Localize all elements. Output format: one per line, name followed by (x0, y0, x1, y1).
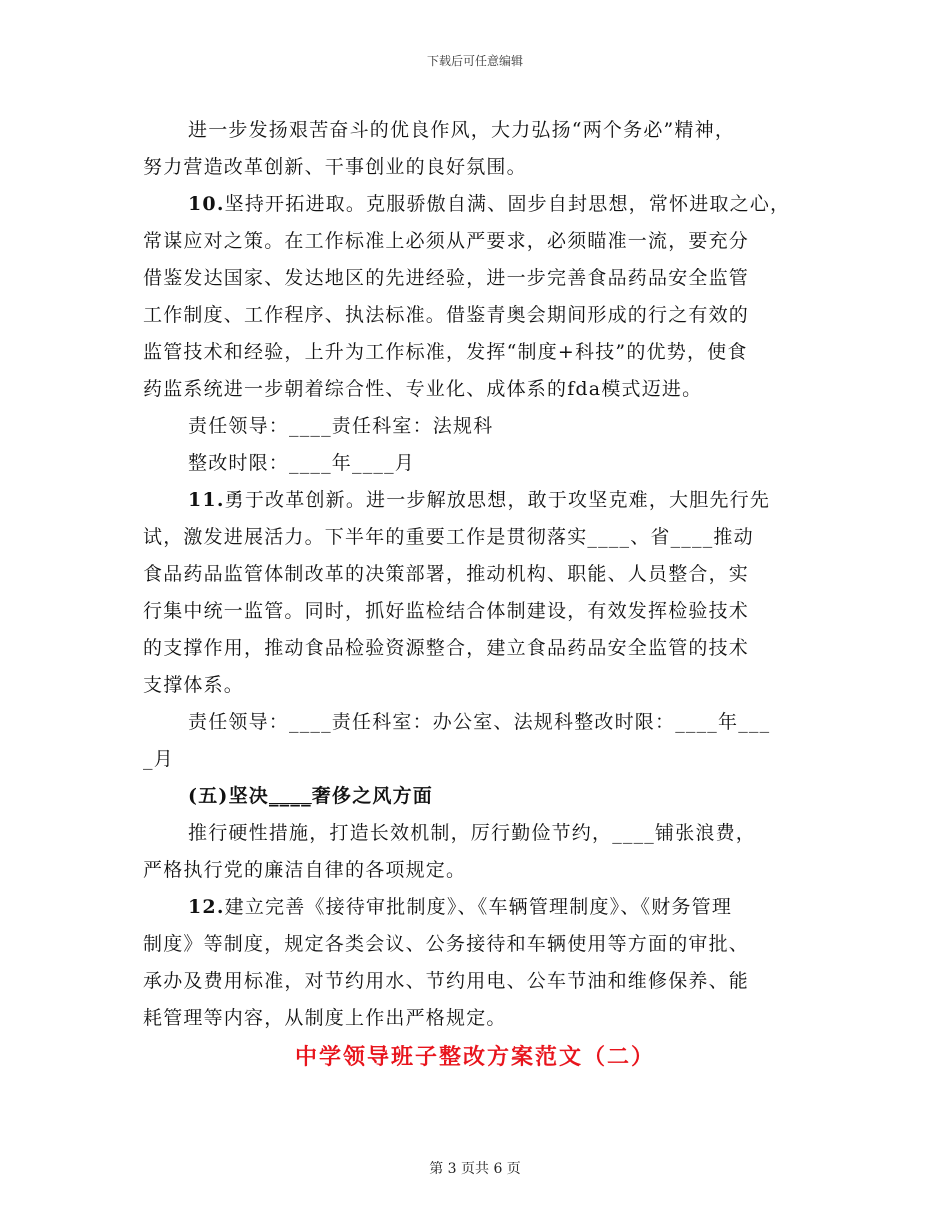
line-text: 行集中统一监管。同时，抓好监检结合体制建设，有效发挥检验技术 (143, 600, 750, 622)
line-text: 勇于改革创新。进一步解放思想，敢于攻坚克难，大胆先行先 (224, 489, 771, 511)
item-number: 10. (188, 193, 225, 215)
line-text: 制度》等制度，规定各类会议、公务接待和车辆使用等方面的审批、 (143, 933, 750, 955)
text-line (143, 815, 823, 852)
text-line (143, 1000, 823, 1037)
line-text: 坚持开拓进取。克服骄傲自满、固步自封思想，常怀进取之心， (224, 193, 791, 215)
section-heading-prefix: (五)坚决 (188, 785, 269, 807)
line-text: 的支撑作用，推动食品检验资源整合，建立食品药品安全监管的技术 (143, 637, 750, 659)
item-number: 12. (188, 896, 225, 918)
line-text: 推行硬性措施，打造长效机制，厉行勤俭节约，____铺张浪费， (188, 822, 757, 844)
line-text: 工作制度、工作程序、执法标准。借鉴青奥会期间形成的行之有效的 (143, 304, 750, 326)
text-line (143, 445, 823, 482)
line-text: 责任领导：____责任科室：法规科 (188, 415, 494, 437)
line-text: 责任领导：____责任科室：办公室、法规科整改时限：____年___ (188, 711, 771, 733)
line-text: 严格执行党的廉洁自律的各项规定。 (143, 859, 467, 881)
text-line (143, 112, 823, 149)
line-text: 药监系统进一步朝着综合性、专业化、成体系的fda模式迈进。 (143, 378, 703, 400)
text-line (143, 149, 823, 186)
text-line (143, 519, 823, 556)
section-heading-blank: ____ (268, 785, 312, 807)
section-heading (143, 778, 823, 815)
line-text: 承办及费用标准，对节约用水、节约用电、公车节油和维修保养、能 (143, 970, 750, 992)
line-text: 进一步发扬艰苦奋斗的优良作风，大力弘扬“两个务必”精神， (188, 119, 736, 141)
line-text: 支撑体系。 (143, 674, 245, 696)
text-line (143, 408, 823, 445)
text-line (143, 630, 823, 667)
text-line (143, 667, 823, 704)
text-line (143, 593, 823, 630)
item-number: 11. (188, 489, 225, 511)
paragraph-block-1 (143, 112, 823, 778)
document-title: 中学领导班子整改方案范文（二） (294, 1044, 655, 1070)
text-line (143, 334, 823, 371)
text-line (143, 482, 823, 519)
text-line (143, 297, 823, 334)
page-footer: 第 3 页共 6 页 (429, 1161, 521, 1177)
line-text: 常谋应对之策。在工作标准上必须从严要求，必须瞄准一流，要充分 (143, 230, 750, 252)
line-text: 监管技术和经验，上升为工作标准，发挥“制度+科技”的优势，使食 (143, 341, 748, 363)
text-line (143, 741, 823, 778)
line-text: 借鉴发达国家、发达地区的先进经验，进一步完善食品药品安全监管 (143, 267, 750, 289)
line-text: 努力营造改革创新、干事创业的良好氛围。 (143, 156, 527, 178)
text-line (143, 963, 823, 1000)
document-body (143, 112, 823, 1037)
line-text: 试，激发进展活力。下半年的重要工作是贯彻落实____、省____推动 (143, 526, 754, 548)
text-line (143, 223, 823, 260)
line-text: 整改时限：____年____月 (188, 452, 416, 474)
text-line (143, 371, 823, 408)
text-line (143, 260, 823, 297)
text-line (143, 704, 823, 741)
line-text: 建立完善《接待审批制度》、《车辆管理制度》、《财务管理 (224, 896, 733, 918)
paragraph-block-2 (143, 815, 823, 1037)
line-text: 耗管理等内容，从制度上作出严格规定。 (143, 1007, 507, 1029)
page-header: 下载后可任意编辑 (426, 54, 523, 68)
text-line (143, 556, 823, 593)
section-heading-suffix: 奢侈之风方面 (311, 785, 433, 807)
text-line (143, 926, 823, 963)
text-line (143, 852, 823, 889)
line-text: _月 (143, 748, 174, 770)
text-line (143, 889, 823, 926)
text-line (143, 186, 823, 223)
line-text: 食品药品监管体制改革的决策部署，推动机构、职能、人员整合，实 (143, 563, 750, 585)
